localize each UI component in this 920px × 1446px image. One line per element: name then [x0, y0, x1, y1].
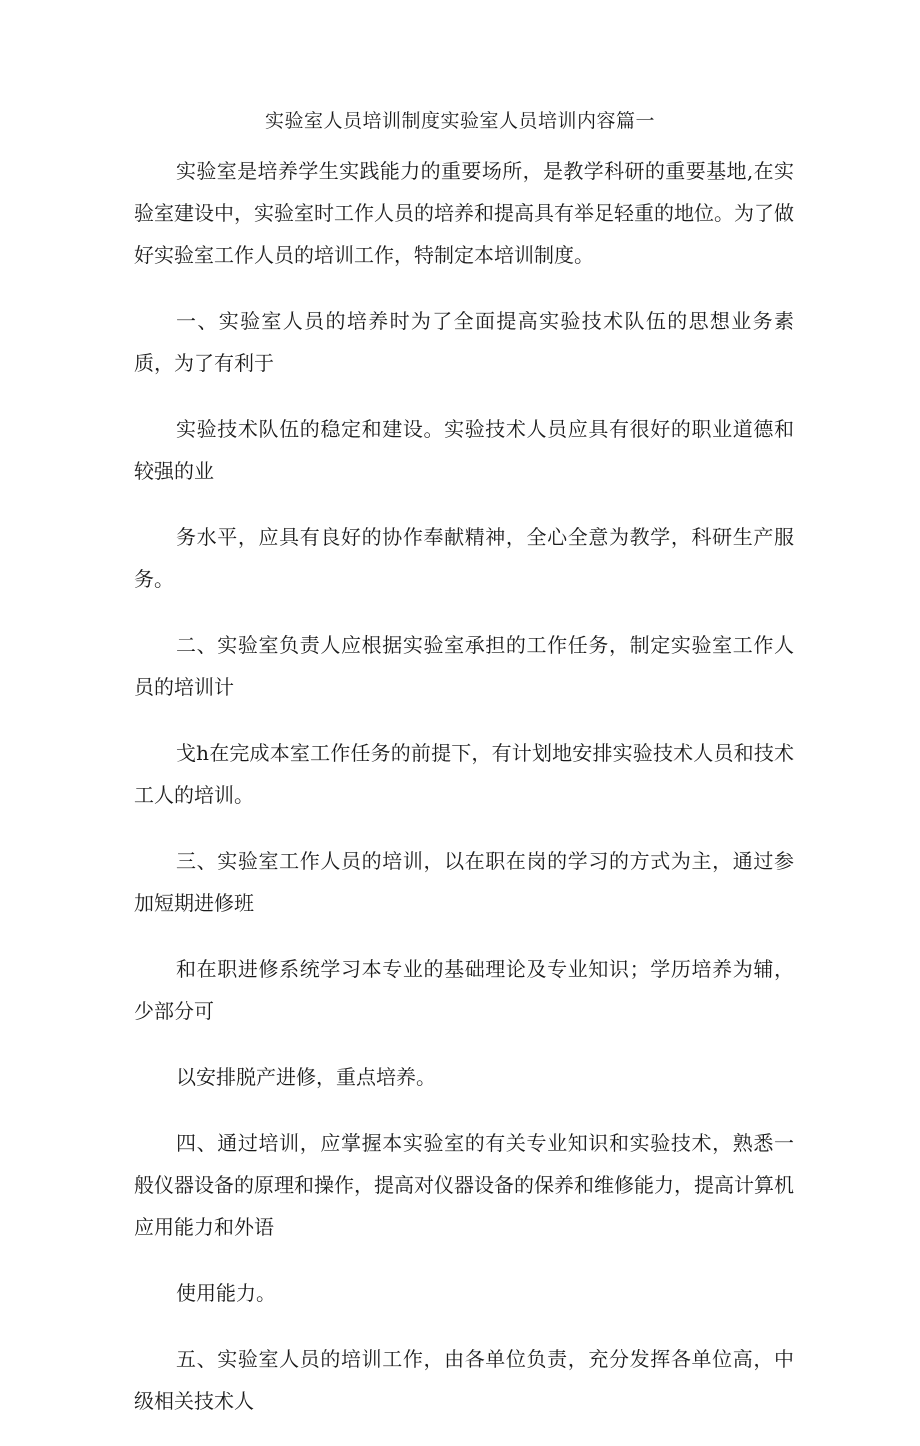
paragraph-1a: 一、实验室人员的培养时为了全面提高实验技术队伍的思想业务素质，为了有利于 — [134, 309, 794, 375]
paragraph-3a: 三、实验室工作人员的培训，以在职在岗的学习的方式为主，通过参加短期进修班 — [134, 849, 794, 915]
paragraph-3c: 以安排脱产进修，重点培养。 — [176, 1065, 436, 1089]
paragraph-1b: 实验技术队伍的稳定和建设。实验技术人员应具有很好的职业道德和较强的业 — [134, 417, 794, 483]
document-title: 实验室人员培训制度实验室人员培训内容篇一 — [264, 110, 655, 132]
paragraph-3b: 和在职进修系统学习本专业的基础理论及专业知识；学历培养为辅，少部分可 — [134, 957, 794, 1023]
paragraph-2b: 戈h在完成本室工作任务的前提下，有计划地安排实验技术人员和技术工人的培训。 — [134, 741, 794, 807]
document-body — [134, 150, 794, 1446]
paragraph-5a: 五、实验室人员的培训工作，由各单位负责，充分发挥各单位高，中级相关技术人 — [134, 1347, 794, 1413]
paragraph-1c: 务水平，应具有良好的协作奉献精神，全心全意为教学，科研生产服务。 — [134, 525, 794, 591]
paragraph-intro: 实验室是培养学生实践能力的重要场所，是教学科研的重要基地,在实验室建设中，实验室时工作人员的培养和提高具有举足轻重的地位。为了做好实验室工作人员的培训工作，特制定本培训制度。 — [134, 159, 794, 267]
paragraph-4a: 四、通过培训，应掌握本实验室的有关专业知识和实验技术，熟悉一般仪器设备的原理和操作，提高对仪器设备的保养和维修能力，提高计算机应用能力和外语 — [134, 1131, 794, 1239]
paragraph-2a: 二、实验室负责人应根据实验室承担的工作任务，制定实验室工作人员的培训计 — [134, 633, 794, 699]
paragraph-4b: 使用能力。 — [176, 1281, 276, 1305]
